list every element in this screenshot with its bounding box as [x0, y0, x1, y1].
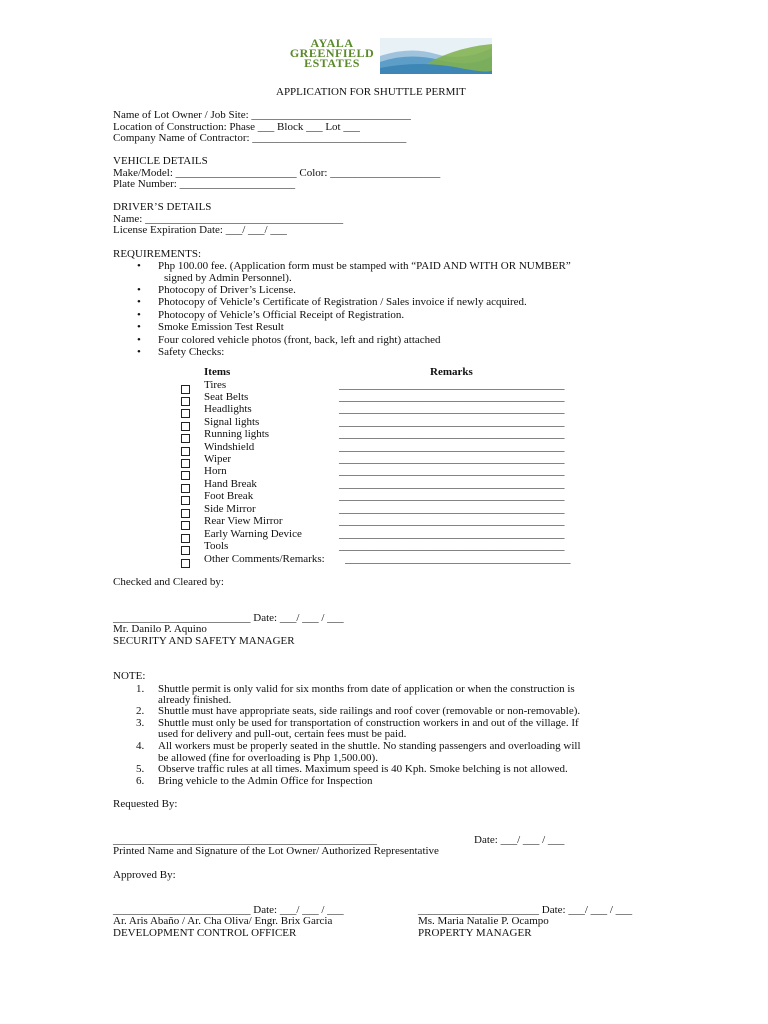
driver-heading: DRIVER’S DETAILS [113, 201, 212, 213]
note-line: Shuttle must have appropriate seats, side railings and roof cover (removable or non-removable). [158, 705, 581, 717]
remarks-line: _________________________________________ [339, 490, 565, 502]
contractor-field: Company Name of Contractor: ____________________________ [113, 132, 407, 144]
license-expiration-field: License Expiration Date: ___/ ___/ ___ [113, 224, 287, 236]
note-line: All workers must be properly seated in the shuttle. No standing passengers and overloading will [158, 740, 581, 752]
note-number: 2. [136, 705, 145, 717]
remarks-column-header: Remarks [430, 366, 473, 378]
remarks-line: _________________________________________ [339, 416, 565, 428]
plate-field: Plate Number: _____________________ [113, 178, 296, 190]
note-number: 6. [136, 775, 145, 787]
safety-item: Tires [204, 379, 227, 391]
safety-item: Windshield [204, 441, 255, 453]
safety-item: Signal lights [204, 416, 260, 428]
approved-left-position: DEVELOPMENT CONTROL OFFICER [113, 927, 297, 939]
items-column-header: Items [204, 366, 231, 378]
remarks-line: _________________________________________ [339, 540, 565, 552]
bullet-icon: • [137, 334, 141, 346]
checked-label: Checked and Cleared by: [113, 576, 224, 588]
note-number: 4. [136, 740, 145, 752]
safety-item: Tools [204, 540, 229, 552]
approved-right-position: PROPERTY MANAGER [418, 927, 532, 939]
requirement-item-cont: signed by Admin Personnel). [164, 272, 292, 284]
logo-line-3: ESTATES [304, 56, 360, 70]
bullet-icon: • [137, 309, 141, 321]
bullet-icon: • [137, 321, 141, 333]
checkbox[interactable] [181, 555, 190, 573]
location-field: Location of Construction: Phase ___ Block ___ Lot ___ [113, 121, 360, 133]
note-line: be allowed (fine for overloading is Php 1,500.00). [158, 752, 378, 764]
remarks-line: _________________________________________ [339, 428, 565, 440]
safety-item: Early Warning Device [204, 528, 302, 540]
note-number: 1. [136, 683, 145, 695]
note-line: already finished. [158, 694, 232, 706]
approved-right-name: Ms. Maria Natalie P. Ocampo [418, 915, 549, 927]
note-line: used for delivery and pull-out, certain fees must be paid. [158, 728, 407, 740]
requirement-item: Photocopy of Driver’s License. [158, 284, 296, 296]
safety-item: Side Mirror [204, 503, 256, 515]
remarks-line: _________________________________________ [339, 528, 565, 540]
safety-item: Horn [204, 465, 227, 477]
landscape-graphic-icon [380, 38, 492, 74]
document-title: APPLICATION FOR SHUTTLE PERMIT [276, 86, 466, 98]
approved-label: Approved By: [113, 869, 176, 881]
ayala-greenfield-logo [272, 38, 494, 78]
requirement-item: Four colored vehicle photos (front, back, left and right) attached [158, 334, 441, 346]
requested-date: Date: ___/ ___ / ___ [474, 834, 565, 846]
requirement-item: Safety Checks: [158, 346, 225, 358]
note-heading: NOTE: [113, 670, 146, 682]
note-number: 5. [136, 763, 145, 775]
requirement-item: Php 100.00 fee. (Application form must be stamped with “PAID AND WITH OR NUMBER” [158, 260, 571, 272]
remarks-line: _________________________________________ [339, 503, 565, 515]
approved-right-signature-line: ______________________ Date: ___/ ___ / ___ [418, 904, 633, 916]
remarks-line: _________________________________________ [339, 403, 565, 415]
logo-line-1: AYALA [310, 36, 354, 50]
bullet-icon: • [137, 284, 141, 296]
bullet-icon: • [137, 346, 141, 358]
remarks-line: _________________________________________ [339, 441, 565, 453]
remarks-line: _________________________________________ [339, 515, 565, 527]
note-line: Observe traffic rules at all times. Maximum speed is 40 Kph. Smoke belching is not allowed. [158, 763, 568, 775]
remarks-line: _________________________________________ [345, 553, 571, 565]
safety-item: Headlights [204, 403, 252, 415]
note-line: Shuttle permit is only valid for six months from date of application or when the construction is [158, 683, 575, 695]
requested-caption: Printed Name and Signature of the Lot Owner/ Authorized Representative [113, 845, 439, 857]
remarks-line: _________________________________________ [339, 453, 565, 465]
note-line: Shuttle must only be used for transportation of construction workers in and out of the village. If [158, 717, 579, 729]
safety-item: Rear View Mirror [204, 515, 283, 527]
make-color-field: Make/Model: ______________________ Color: ____________________ [113, 167, 441, 179]
requested-label: Requested By: [113, 798, 178, 810]
safety-item: Wiper [204, 453, 232, 465]
requirement-item: Photocopy of Vehicle’s Certificate of Registration / Sales invoice if newly acquired. [158, 296, 527, 308]
lot-owner-field: Name of Lot Owner / Job Site: _____________________________ [113, 109, 411, 121]
approved-left-signature-line: _________________________ Date: ___/ ___ / ___ [113, 904, 344, 916]
safety-item: Running lights [204, 428, 270, 440]
checked-signature-line: _________________________ Date: ___/ ___ / ___ [113, 612, 344, 624]
logo-wordmark [282, 38, 382, 68]
checked-position: SECURITY AND SAFETY MANAGER [113, 635, 295, 647]
approved-left-name: Ar. Aris Abaño / Ar. Cha Oliva/ Engr. Brix Garcia [113, 915, 333, 927]
safety-item: Seat Belts [204, 391, 249, 403]
requirement-item: Photocopy of Vehicle’s Official Receipt of Registration. [158, 309, 405, 321]
requirements-heading: REQUIREMENTS: [113, 248, 201, 260]
remarks-line: _________________________________________ [339, 379, 565, 391]
logo-line-2: GREENFIELD [289, 46, 375, 60]
checked-name: Mr. Danilo P. Aquino [113, 623, 207, 635]
driver-name-field: Name: ____________________________________ [113, 213, 344, 225]
safety-item: Hand Break [204, 478, 257, 490]
bullet-icon: • [137, 296, 141, 308]
note-line: Bring vehicle to the Admin Office for Inspection [158, 775, 373, 787]
bullet-icon: • [137, 260, 141, 272]
safety-item: Other Comments/Remarks: [204, 553, 325, 565]
remarks-line: _________________________________________ [339, 465, 565, 477]
remarks-line: _________________________________________ [339, 478, 565, 490]
requirement-item: Smoke Emission Test Result [158, 321, 284, 333]
remarks-line: _________________________________________ [339, 391, 565, 403]
requested-signature-line: ________________________________________________ [113, 834, 377, 846]
vehicle-heading: VEHICLE DETAILS [113, 155, 208, 167]
note-number: 3. [136, 717, 145, 729]
safety-item: Foot Break [204, 490, 254, 502]
